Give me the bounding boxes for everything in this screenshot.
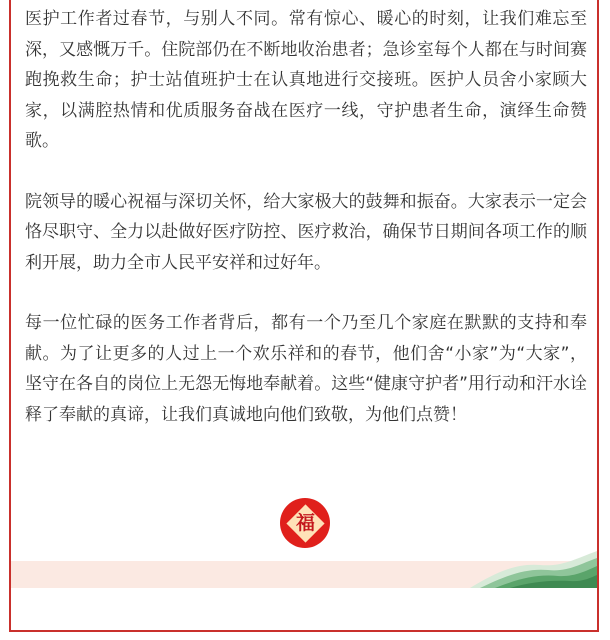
article-body	[25, 4, 587, 460]
green-wave-decoration	[470, 551, 597, 588]
fu-diamond	[286, 504, 324, 542]
fu-blessing-icon	[280, 498, 330, 548]
paragraph-2: 院领导的暖心祝福与深切关怀，给大家极大的鼓舞和振奋。大家表示一定会恪尽职守、全力以赴做好医疗防控、医疗救治，确保节日期间各项工作的顺利开展，助力全市人民平安祥和过好年。	[25, 191, 587, 273]
fu-character: 福	[295, 511, 315, 534]
paragraph-1: 医护工作者过春节，与别人不同。常有惊心、暖心的时刻，让我们难忘至深，又感慨万千。住院部仍在不断地收治患者；急诊室每个人都在与时间赛跑挽救生命；护士站值班护士在认真地进行交接班。医护人员舍小家顾大家，以满腔热情和优质服务奋战在医疗一线，守护患者生命，演绎生命赞歌。	[25, 9, 587, 151]
paragraph-3: 每一位忙碌的医务工作者背后，都有一个乃至几个家庭在默默的支持和奉献。为了让更多的人过上一个欢乐祥和的春节，他们舍“小家”为“大家”，坚守在各自的岗位上无怨无悔地奉献着。这些“健康守护者”用行动和汗水诠释了奉献的真谛，让我们真诚地向他们致敬，为他们点赞！	[25, 313, 587, 425]
